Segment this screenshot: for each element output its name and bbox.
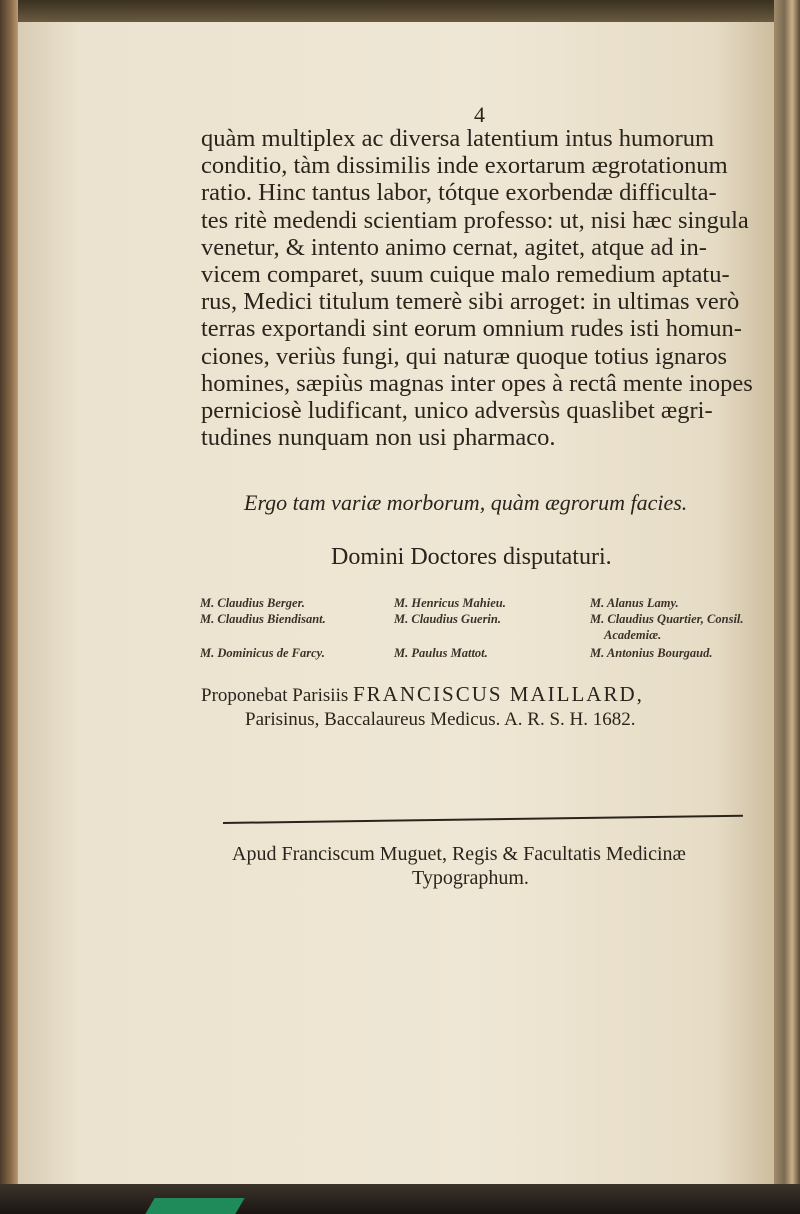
doctor-name: M. Dominicus de Farcy. — [200, 646, 325, 660]
book-page-stack-edge — [774, 0, 800, 1214]
conclusion-statement: Ergo tam variæ morborum, quàm ægrorum facies. — [244, 490, 688, 515]
imprint-line: Apud Franciscum Muguet, Regis & Facultatis Medicinæ — [232, 843, 686, 865]
book-top-edge — [0, 0, 800, 22]
text-line: ratio. Hinc tantus labor, tótque exorbendæ difficulta- — [201, 179, 717, 207]
imprint-line: Typographum. — [412, 867, 529, 889]
doctor-name: M. Paulus Mattot. — [394, 646, 488, 660]
text-line: ciones, veriùs fungi, qui naturæ quoque totius ignaros — [201, 342, 727, 370]
text-line: vicem comparet, suum cuique malo remedium aptatu- — [201, 261, 730, 289]
text-line: quàm multiplex ac diversa latentium intus humorum — [201, 125, 715, 152]
text-line: homines, sæpiùs magnas inter opes à rectâ mente inopes — [201, 369, 753, 397]
text-line: venetur, & intento animo cernat, agitet, atque ad in- — [201, 233, 707, 261]
doctor-name: M. Henricus Mahieu. — [394, 596, 506, 610]
text-line: terras exportandi sint eorum omnium rudes isti homun- — [201, 315, 742, 343]
page-number: 4 — [474, 102, 485, 127]
proponent-credentials: Parisinus, Baccalaureus Medicus. A. R. S. H. 1682. — [245, 709, 636, 730]
text-line: tes ritè medendi scientiam professo: ut, nisi hæc singula — [201, 206, 749, 234]
doctors-list — [200, 596, 760, 666]
text-line: conditio, tàm dissimilis inde exortarum ægrotationum — [201, 152, 728, 180]
doctor-name: M. Antonius Bourgaud. — [590, 646, 713, 660]
printer-imprint — [232, 842, 762, 890]
doctor-name: M. Alanus Lamy. — [590, 596, 679, 610]
doctor-name: M. Claudius Guerin. — [394, 612, 501, 626]
text-line: perniciosè ludificant, unico adversùs quaslibet ægri- — [201, 397, 713, 425]
doctor-name-continuation: Academiæ. — [604, 628, 662, 642]
book-binding-edge — [0, 0, 18, 1214]
text-line: rus, Medici titulum temerè sibi arroget: in ultimas verò — [201, 288, 740, 316]
doctor-name: M. Claudius Berger. — [200, 596, 305, 610]
doctor-name: M. Claudius Biendisant. — [200, 612, 326, 626]
doctors-heading: Domini Doctores disputaturi. — [331, 544, 612, 570]
horizontal-rule — [223, 815, 743, 824]
book-page — [18, 22, 774, 1184]
book-bottom-edge — [0, 1184, 800, 1214]
background-green-strip — [145, 1198, 244, 1214]
proponent-block — [201, 682, 761, 732]
body-paragraph — [201, 125, 761, 451]
proponent-prefix: Proponebat Parisiis — [201, 685, 349, 706]
text-line: tudines nunquam non usi pharmaco. — [201, 424, 556, 452]
proponent-name: FRANCISCUS MAILLARD, — [353, 682, 644, 706]
doctor-name: M. Claudius Quartier, Consil. — [590, 612, 744, 626]
